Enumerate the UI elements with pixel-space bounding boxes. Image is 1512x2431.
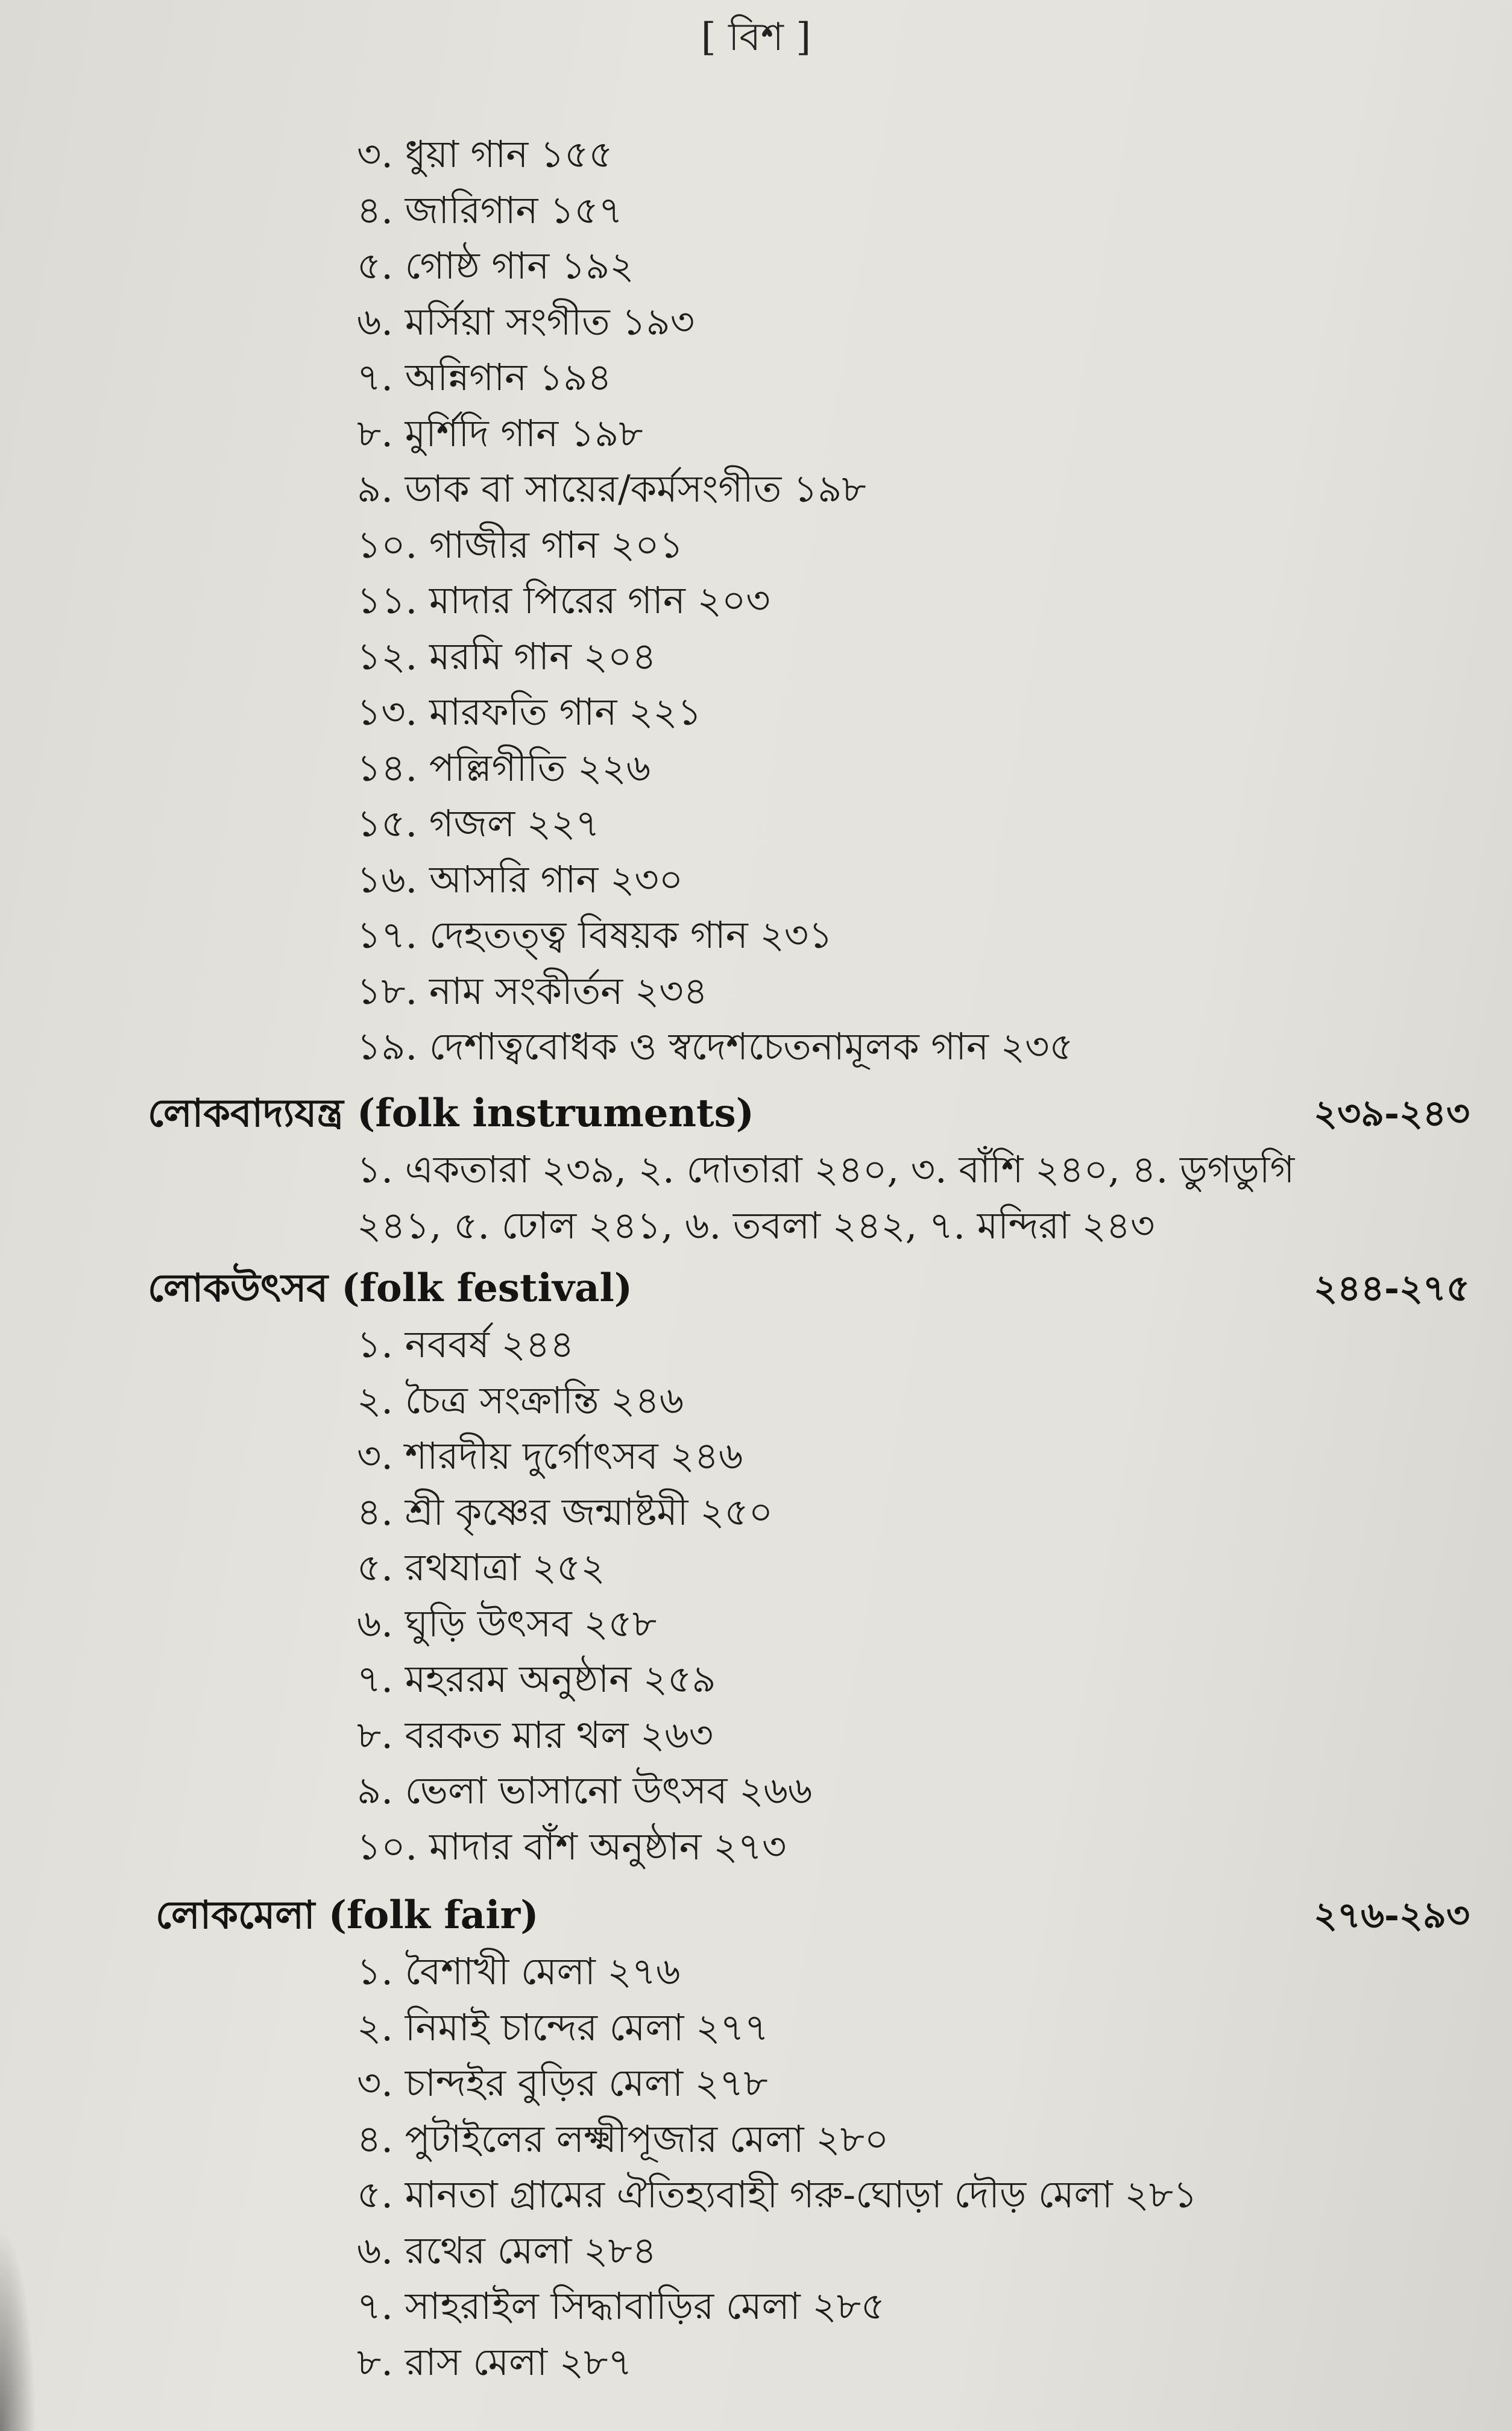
list-item: ৪. শ্রী কৃষ্ণের জন্মাষ্টমী ২৫০ <box>357 1489 773 1534</box>
list-item: ১. নববর্ষ ২৪৪ <box>357 1322 575 1366</box>
section-title: লোকমেলা (folk fair) <box>156 1893 539 1938</box>
list-item: ১৩. মারফতি গান ২২১ <box>357 690 702 734</box>
section-heading <box>0 1260 1512 1317</box>
list-item: ১৫. গজল ২২৭ <box>357 801 600 845</box>
list-item: ৭. মহররম অনুষ্ঠান ২৫৯ <box>357 1657 716 1701</box>
section-page-range: ২৭৬-২৯৩ <box>1314 1894 1470 1937</box>
section-heading <box>0 1887 1512 1944</box>
list-item: ১০. মাদার বাঁশ অনুষ্ঠান ২৭৩ <box>357 1824 787 1868</box>
list-item: ১. বৈশাখী মেলা ২৭৬ <box>357 1949 681 1993</box>
list-item: ৩. ধুয়া গান ১৫৫ <box>357 132 613 176</box>
list-item: ১২. মরমি গান ২০৪ <box>357 634 657 678</box>
section-folk-instruments <box>0 1085 1512 1253</box>
list-item: ১. একতারা ২৩৯, ২. দোতারা ২৪০, ৩. বাঁশি ২৪০, ৪. ডুগডুগি <box>357 1147 1295 1191</box>
page-header: [ বিশ ] <box>701 15 811 60</box>
list-item: ৮. রাস মেলা ২৮৭ <box>357 2339 632 2384</box>
list-item: ১৮. নাম সংকীর্তন ২৩৪ <box>357 968 708 1013</box>
list-item: ৭. অন্নিগান ১৯৪ <box>357 355 612 399</box>
list-item: ১৬. আসরি গান ২৩০ <box>357 857 684 901</box>
list-item: ৪. পুটাইলের লক্ষ্মীপূজার মেলা ২৮০ <box>357 2116 889 2161</box>
list-item: ৩. শারদীয় দুর্গোৎসব ২৪৬ <box>357 1434 743 1478</box>
list-item: ৫. মানতা গ্রামের ঐতিহ্যবাহী গরু-ঘোড়া দৌড় মেলা ২৮১ <box>357 2172 1198 2216</box>
section-title: লোকবাদ্যযন্ত্র (folk instruments) <box>148 1091 754 1136</box>
section-heading <box>0 1085 1512 1142</box>
list-item: ২৪১, ৫. ঢোল ২৪১, ৬. তবলা ২৪২, ৭. মন্দিরা ২৪৩ <box>357 1203 1155 1247</box>
list-item: ৮. বরকত মার থল ২৬৩ <box>357 1712 714 1757</box>
list-item: ৫. গোষ্ঠ গান ১৯২ <box>357 244 634 288</box>
list-item: ৩. চান্দইর বুড়ির মেলা ২৭৮ <box>357 2061 768 2105</box>
list-item: ৭. সাহরাইল সিদ্ধাবাড়ির মেলা ২৮৫ <box>357 2284 886 2328</box>
list-item: ৬. মর্সিয়া সংগীত ১৯৩ <box>357 299 695 344</box>
section-page-range: ২৪৪-২৭৫ <box>1314 1267 1470 1310</box>
section-page-range: ২৩৯-২৪৩ <box>1314 1093 1470 1135</box>
list-item: ২. চৈত্র সংক্রান্তি ২৪৬ <box>357 1378 684 1422</box>
list-item: ১৯. দেশাত্ববোধক ও স্বদেশচেতনামূলক গান ২৩৫ <box>357 1024 1074 1068</box>
finger-shadow <box>0 2226 36 2431</box>
section-folk-festival <box>0 1260 1512 1874</box>
list-item: ৪. জারিগান ১৫৭ <box>357 188 623 232</box>
list-item: ১৭. দেহতত্ত্ব বিষয়ক গান ২৩১ <box>357 913 833 957</box>
song-list-continuation <box>0 127 1512 1075</box>
list-item: ১৪. পল্লিগীতি ২২৬ <box>357 745 651 790</box>
list-item: ২. নিমাই চান্দের মেলা ২৭৭ <box>357 2005 769 2049</box>
list-item: ৯. ভেলা ভাসানো উৎসব ২৬৬ <box>357 1768 813 1812</box>
list-item: ১১. মাদার পিরের গান ২০৩ <box>357 578 770 622</box>
list-item: ৬. রথের মেলা ২৮৪ <box>357 2228 657 2272</box>
list-item: ৫. রথযাত্রা ২৫২ <box>357 1545 605 1589</box>
list-item: ৯. ডাক বা সায়ের/কর্মসংগীত ১৯৮ <box>357 467 866 511</box>
list-item: ১০. গাজীর গান ২০১ <box>357 522 684 567</box>
section-title: লোকউৎসব (folk festival) <box>148 1266 633 1311</box>
list-item: ৮. মুর্শিদি গান ১৯৮ <box>357 411 643 455</box>
list-item: ৬. ঘুড়ি উৎসব ২৫৮ <box>357 1601 657 1645</box>
section-folk-fair <box>0 1887 1512 2390</box>
